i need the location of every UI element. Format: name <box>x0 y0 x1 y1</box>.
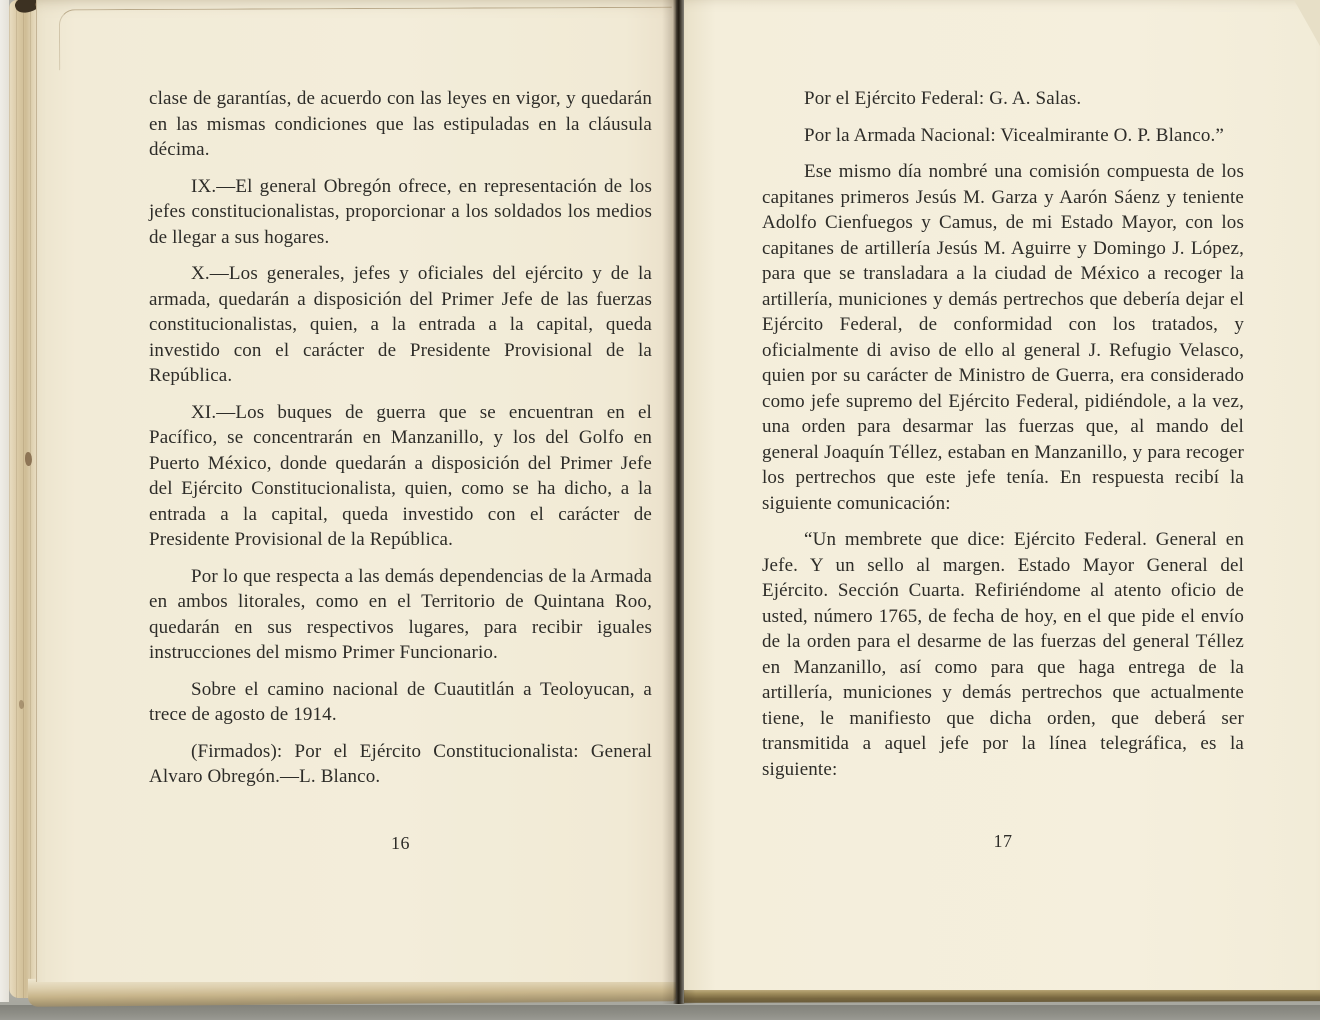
paragraph: IX.—El general Obregón ofrece, en representación de los jefes constitucionalistas, proporcionar a los soldados los medios de llegar a sus hogares. <box>149 175 652 248</box>
underlying-page-edge-line <box>59 7 672 71</box>
page-corner-fold <box>1294 0 1320 46</box>
scanner-bed-left-strip <box>0 0 9 1002</box>
cover-wear-speck <box>25 452 32 466</box>
paragraph: Sobre el camino nacional de Cuautitlán a Teoloyucan, a trece de agosto de 1914. <box>149 678 652 725</box>
right-page <box>684 0 1320 990</box>
page-number-right: 17 <box>993 831 1013 851</box>
scanner-bed-shadow <box>0 1005 1320 1020</box>
paragraph: Por el Ejército Federal: G. A. Salas. <box>804 88 1082 109</box>
paragraph: Ese mismo día nombré una comisión compuesta de los capitanes primeros Jesús M. Garza y Aarón Sáenz y teniente Adolfo Cienfuegos y Camus, de mi Estado Mayor, con los capitanes de artillería Jesús M. Aguirre y Domingo J. López, para que se transladara a la ciudad de México a recoger la artillería, municiones y demás pertrechos que debería dejar el Ejército Federal, de conformidad con los tratados, y oficialmente di aviso de ello al general J. Refugio Velasco, quien por su carácter de Ministro de Guerra, era considerado como jefe supremo del Ejército Federal, pidiéndole, a la vez, una orden para desarmar las fuerzas que, al mando del general Joaquín Téllez, estaban en Manzanillo, y para recoger los pertrechos que este jefe tenía. En respuesta recibí la siguiente comunicación: <box>762 161 1244 514</box>
left-page-text <box>149 86 652 801</box>
paragraph: X.—Los generales, jefes y oficiales del ejército y de la armada, quedarán a disposición del Primer Jefe de las fuerzas constitucionalistas, quien, a la entrada a la capital, queda investido con el carácter de Presidente Provisional de la República. <box>149 263 652 386</box>
left-page <box>36 0 676 982</box>
page-edge-stack-left <box>9 0 37 998</box>
right-page-text <box>762 86 1244 793</box>
paragraph: Por la Armada Nacional: Vicealmirante O. P. Blanco.” <box>804 124 1224 146</box>
paragraph: “Un membrete que dice: Ejército Federal. General en Jefe. Y un sello al margen. Estado Mayor General del Ejército. Sección Cuarta. Refiriéndome al atento oficio de usted, número 1765, de fecha de hoy, en el que pide el envío de la orden para el desarme de las fuerzas del general Téllez en Manzanillo, así como para que haga entrega de la artillería, municiones y demás pertrechos que actualmente tiene, le manifiesto que dicha orden, que deberá ser transmitida a aquel jefe por la línea telegráfica, es la siguiente: <box>762 529 1244 780</box>
paragraph: Por lo que respecta a las demás dependencias de la Armada en ambos litorales, como en el Territorio de Quintana Roo, quedarán en sus respectivos lugares, para recibir iguales instrucciones del mismo Primer Funcionario. <box>149 565 652 663</box>
paragraph: XI.—Los buques de guerra que se encuentran en el Pacífico, se concentrarán en Manzanillo, y los del Golfo en Puerto México, donde quedarán a disposición del Primer Jefe del Ejército Constitucionalista, quien, como se ha dicho, a la entrada a la capital, queda investido con el carácter de Presidente Provisional de la República. <box>149 401 652 550</box>
cover-wear-speck <box>19 700 24 709</box>
paragraph: (Firmados): Por el Ejército Constitucionalista: General Alvaro Obregón.—L. Blanco. <box>149 740 652 787</box>
paragraph: clase de garantías, de acuerdo con las leyes en vigor, y quedarán en las mismas condiciones que las estipuladas en la cláusula décima. <box>149 88 652 160</box>
page-number-left: 16 <box>391 833 410 853</box>
